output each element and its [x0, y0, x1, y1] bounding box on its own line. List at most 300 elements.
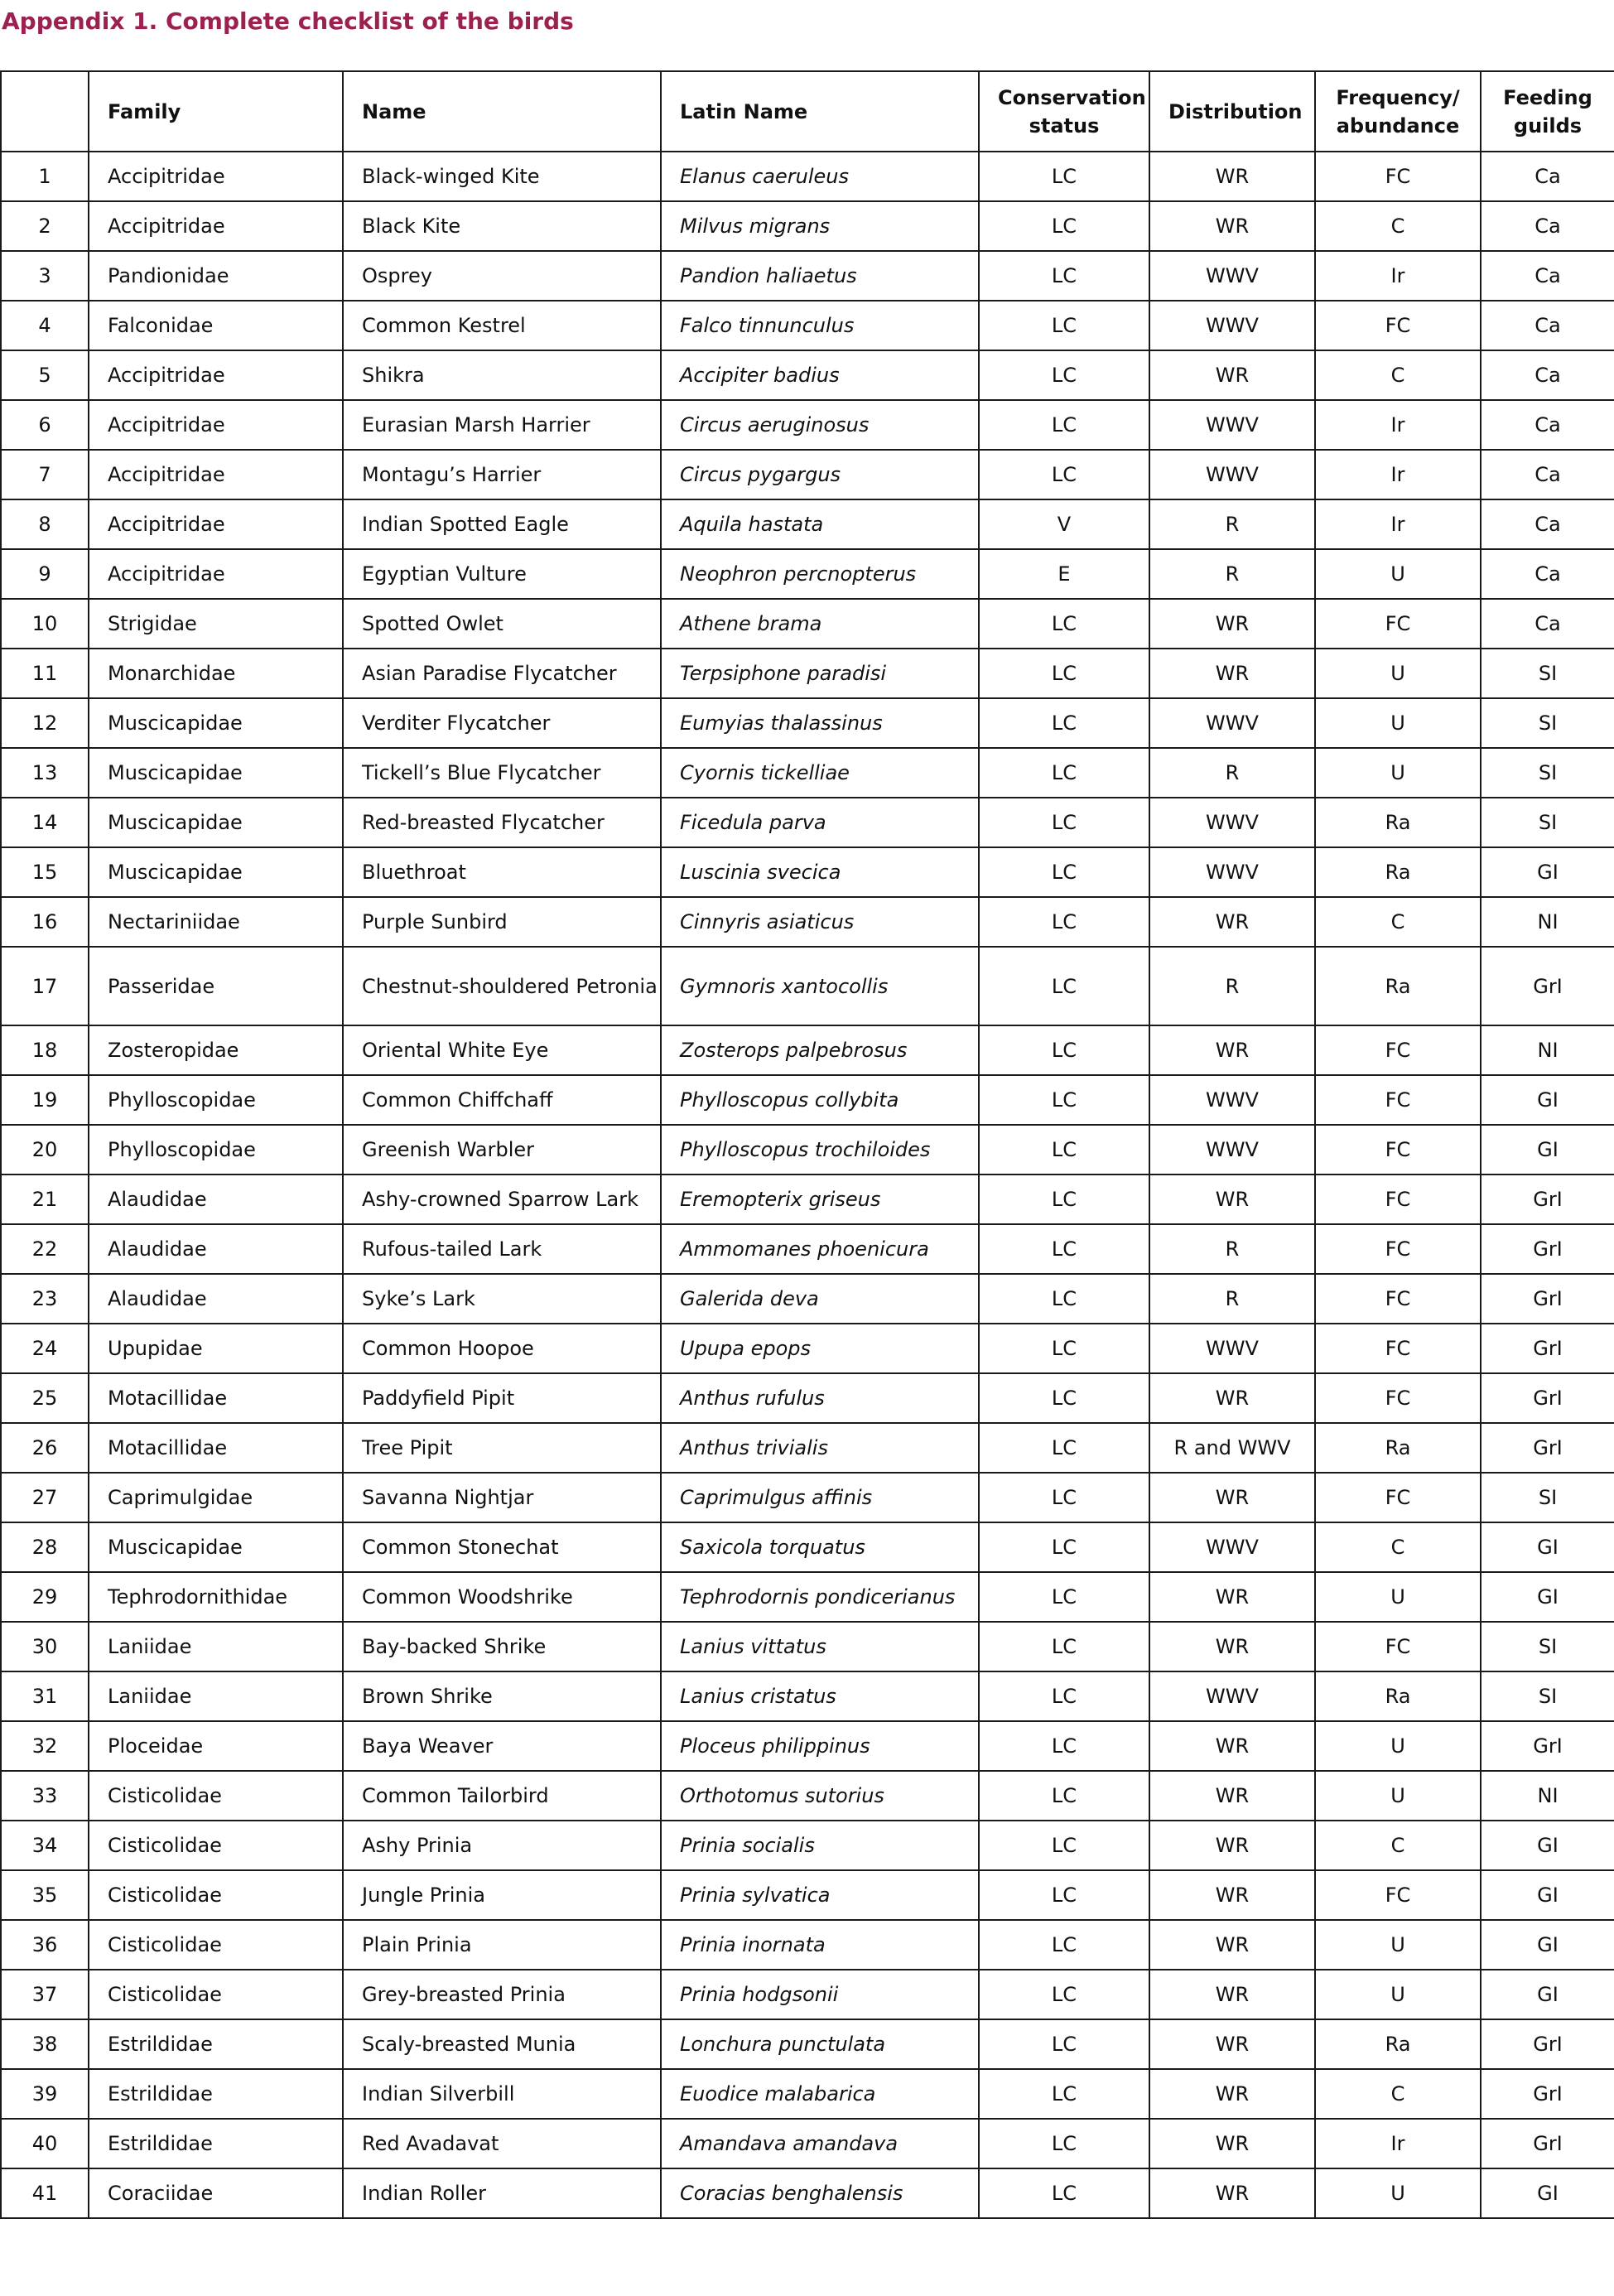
- cell-family: Cisticolidae: [89, 1870, 343, 1920]
- cell-distribution: WWV: [1149, 1671, 1315, 1721]
- cell-conservation-status: LC: [979, 201, 1149, 251]
- cell-frequency: FC: [1315, 1473, 1481, 1522]
- cell-feeding-guild: GI: [1481, 1522, 1614, 1572]
- cell-number: 12: [1, 698, 89, 748]
- cell-number: 24: [1, 1324, 89, 1373]
- cell-number: 7: [1, 450, 89, 499]
- table-row: [1, 698, 1614, 748]
- cell-conservation-status: LC: [979, 1870, 1149, 1920]
- cell-latin-name: Circus pygargus: [661, 450, 979, 499]
- table-row: [1, 748, 1614, 798]
- cell-family: Pandionidae: [89, 251, 343, 301]
- cell-frequency: U: [1315, 649, 1481, 698]
- cell-common-name: Syke’s Lark: [343, 1274, 661, 1324]
- cell-conservation-status: LC: [979, 649, 1149, 698]
- cell-family: Muscicapidae: [89, 748, 343, 798]
- cell-latin-name: Zosterops palpebrosus: [661, 1025, 979, 1075]
- cell-feeding-guild: SI: [1481, 1473, 1614, 1522]
- cell-distribution: WR: [1149, 2119, 1315, 2168]
- cell-frequency: FC: [1315, 152, 1481, 201]
- cell-latin-name: Luscinia svecica: [661, 847, 979, 897]
- cell-common-name: Oriental White Eye: [343, 1025, 661, 1075]
- cell-family: Accipitridae: [89, 499, 343, 549]
- cell-distribution: WR: [1149, 201, 1315, 251]
- table-row: [1, 400, 1614, 450]
- cell-conservation-status: LC: [979, 1572, 1149, 1622]
- cell-conservation-status: E: [979, 549, 1149, 599]
- cell-conservation-status: LC: [979, 1274, 1149, 1324]
- cell-common-name: Jungle Prinia: [343, 1870, 661, 1920]
- cell-family: Phylloscopidae: [89, 1125, 343, 1175]
- cell-common-name: Indian Roller: [343, 2168, 661, 2218]
- cell-distribution: WR: [1149, 1771, 1315, 1821]
- table-row: [1, 1274, 1614, 1324]
- cell-conservation-status: LC: [979, 1324, 1149, 1373]
- cell-distribution: WR: [1149, 1721, 1315, 1771]
- table-row: [1, 1671, 1614, 1721]
- table-row: [1, 301, 1614, 350]
- cell-frequency: FC: [1315, 599, 1481, 649]
- cell-number: 33: [1, 1771, 89, 1821]
- cell-latin-name: Lanius vittatus: [661, 1622, 979, 1671]
- cell-feeding-guild: Ca: [1481, 499, 1614, 549]
- cell-latin-name: Elanus caeruleus: [661, 152, 979, 201]
- cell-distribution: WR: [1149, 1025, 1315, 1075]
- cell-feeding-guild: GrI: [1481, 2069, 1614, 2119]
- cell-distribution: WR: [1149, 1821, 1315, 1870]
- cell-feeding-guild: Ca: [1481, 549, 1614, 599]
- cell-common-name: Bluethroat: [343, 847, 661, 897]
- cell-common-name: Purple Sunbird: [343, 897, 661, 947]
- cell-latin-name: Cinnyris asiaticus: [661, 897, 979, 947]
- table-row: [1, 1920, 1614, 1970]
- cell-feeding-guild: SI: [1481, 798, 1614, 847]
- cell-number: 11: [1, 649, 89, 698]
- table-row: [1, 2119, 1614, 2168]
- cell-distribution: R: [1149, 499, 1315, 549]
- cell-feeding-guild: GrI: [1481, 2019, 1614, 2069]
- header-latin-name: Latin Name: [661, 71, 979, 152]
- table-row: [1, 1970, 1614, 2019]
- cell-family: Accipitridae: [89, 400, 343, 450]
- cell-common-name: Common Chiffchaff: [343, 1075, 661, 1125]
- cell-frequency: FC: [1315, 301, 1481, 350]
- cell-latin-name: Ficedula parva: [661, 798, 979, 847]
- cell-distribution: WR: [1149, 1572, 1315, 1622]
- cell-distribution: WR: [1149, 897, 1315, 947]
- cell-family: Cisticolidae: [89, 1920, 343, 1970]
- cell-common-name: Plain Prinia: [343, 1920, 661, 1970]
- cell-distribution: WWV: [1149, 1522, 1315, 1572]
- cell-conservation-status: LC: [979, 1473, 1149, 1522]
- table-row: [1, 1870, 1614, 1920]
- cell-number: 10: [1, 599, 89, 649]
- cell-feeding-guild: GrI: [1481, 1423, 1614, 1473]
- cell-latin-name: Eremopterix griseus: [661, 1175, 979, 1224]
- cell-feeding-guild: GrI: [1481, 1373, 1614, 1423]
- cell-family: Passeridae: [89, 947, 343, 1025]
- cell-family: Accipitridae: [89, 152, 343, 201]
- cell-number: 26: [1, 1423, 89, 1473]
- table-row: [1, 847, 1614, 897]
- cell-feeding-guild: GI: [1481, 1572, 1614, 1622]
- cell-number: 22: [1, 1224, 89, 1274]
- cell-latin-name: Saxicola torquatus: [661, 1522, 979, 1572]
- cell-common-name: Tickell’s Blue Flycatcher: [343, 748, 661, 798]
- cell-frequency: C: [1315, 1821, 1481, 1870]
- cell-frequency: U: [1315, 1970, 1481, 2019]
- cell-latin-name: Ploceus philippinus: [661, 1721, 979, 1771]
- cell-frequency: FC: [1315, 1324, 1481, 1373]
- cell-latin-name: Euodice malabarica: [661, 2069, 979, 2119]
- cell-common-name: Common Tailorbird: [343, 1771, 661, 1821]
- cell-frequency: Ra: [1315, 847, 1481, 897]
- table-row: [1, 1473, 1614, 1522]
- cell-conservation-status: LC: [979, 1970, 1149, 2019]
- cell-family: Muscicapidae: [89, 698, 343, 748]
- cell-latin-name: Accipiter badius: [661, 350, 979, 400]
- table-row: [1, 1622, 1614, 1671]
- cell-common-name: Greenish Warbler: [343, 1125, 661, 1175]
- cell-common-name: Brown Shrike: [343, 1671, 661, 1721]
- cell-conservation-status: LC: [979, 450, 1149, 499]
- cell-number: 31: [1, 1671, 89, 1721]
- header-feeding-guilds: Feeding guilds: [1481, 71, 1614, 152]
- cell-distribution: R: [1149, 1224, 1315, 1274]
- cell-family: Muscicapidae: [89, 798, 343, 847]
- cell-conservation-status: LC: [979, 1075, 1149, 1125]
- cell-number: 17: [1, 947, 89, 1025]
- cell-common-name: Chestnut-shouldered Petronia: [343, 947, 661, 1025]
- cell-conservation-status: LC: [979, 1671, 1149, 1721]
- table-row: [1, 897, 1614, 947]
- cell-conservation-status: LC: [979, 1224, 1149, 1274]
- cell-number: 21: [1, 1175, 89, 1224]
- cell-common-name: Savanna Nightjar: [343, 1473, 661, 1522]
- cell-feeding-guild: Ca: [1481, 251, 1614, 301]
- cell-number: 1: [1, 152, 89, 201]
- cell-distribution: WR: [1149, 649, 1315, 698]
- cell-distribution: WWV: [1149, 301, 1315, 350]
- cell-distribution: WR: [1149, 1622, 1315, 1671]
- table-row: [1, 798, 1614, 847]
- cell-distribution: WWV: [1149, 1075, 1315, 1125]
- cell-common-name: Tree Pipit: [343, 1423, 661, 1473]
- cell-common-name: Rufous-tailed Lark: [343, 1224, 661, 1274]
- cell-latin-name: Milvus migrans: [661, 201, 979, 251]
- cell-number: 29: [1, 1572, 89, 1622]
- cell-frequency: U: [1315, 1572, 1481, 1622]
- table-row: [1, 201, 1614, 251]
- cell-distribution: WR: [1149, 1473, 1315, 1522]
- header-conservation-status: Conservation status: [979, 71, 1149, 152]
- cell-family: Motacillidae: [89, 1373, 343, 1423]
- cell-common-name: Spotted Owlet: [343, 599, 661, 649]
- cell-family: Motacillidae: [89, 1423, 343, 1473]
- cell-latin-name: Prinia hodgsonii: [661, 1970, 979, 2019]
- cell-family: Accipitridae: [89, 549, 343, 599]
- cell-family: Laniidae: [89, 1671, 343, 1721]
- table-row: [1, 350, 1614, 400]
- cell-latin-name: Circus aeruginosus: [661, 400, 979, 450]
- cell-frequency: U: [1315, 1920, 1481, 1970]
- cell-conservation-status: LC: [979, 1025, 1149, 1075]
- table-row: [1, 499, 1614, 549]
- cell-distribution: WR: [1149, 1970, 1315, 2019]
- cell-feeding-guild: GI: [1481, 1920, 1614, 1970]
- cell-number: 14: [1, 798, 89, 847]
- cell-latin-name: Prinia sylvatica: [661, 1870, 979, 1920]
- cell-conservation-status: LC: [979, 1373, 1149, 1423]
- table-row: [1, 649, 1614, 698]
- cell-common-name: Asian Paradise Flycatcher: [343, 649, 661, 698]
- cell-conservation-status: LC: [979, 152, 1149, 201]
- table-row: [1, 549, 1614, 599]
- table-row: [1, 1175, 1614, 1224]
- cell-frequency: U: [1315, 698, 1481, 748]
- cell-distribution: WWV: [1149, 251, 1315, 301]
- table-row: [1, 1721, 1614, 1771]
- cell-conservation-status: LC: [979, 2019, 1149, 2069]
- cell-distribution: WR: [1149, 1175, 1315, 1224]
- cell-number: 25: [1, 1373, 89, 1423]
- cell-feeding-guild: Ca: [1481, 201, 1614, 251]
- cell-conservation-status: LC: [979, 1771, 1149, 1821]
- cell-common-name: Common Kestrel: [343, 301, 661, 350]
- cell-frequency: C: [1315, 2069, 1481, 2119]
- bird-checklist-table: [0, 70, 1614, 2219]
- cell-family: Nectariniidae: [89, 897, 343, 947]
- cell-feeding-guild: GI: [1481, 2168, 1614, 2218]
- cell-distribution: WWV: [1149, 798, 1315, 847]
- cell-conservation-status: LC: [979, 2069, 1149, 2119]
- table-row: [1, 1423, 1614, 1473]
- cell-frequency: U: [1315, 1721, 1481, 1771]
- cell-common-name: Ashy Prinia: [343, 1821, 661, 1870]
- cell-conservation-status: LC: [979, 897, 1149, 947]
- cell-distribution: WWV: [1149, 1125, 1315, 1175]
- cell-family: Accipitridae: [89, 450, 343, 499]
- cell-distribution: WWV: [1149, 1324, 1315, 1373]
- cell-feeding-guild: Ca: [1481, 350, 1614, 400]
- cell-conservation-status: LC: [979, 947, 1149, 1025]
- cell-number: 30: [1, 1622, 89, 1671]
- table-row: [1, 1522, 1614, 1572]
- cell-common-name: Red-breasted Flycatcher: [343, 798, 661, 847]
- cell-distribution: WR: [1149, 152, 1315, 201]
- header-distribution: Distribution: [1149, 71, 1315, 152]
- cell-latin-name: Lonchura punctulata: [661, 2019, 979, 2069]
- cell-family: Upupidae: [89, 1324, 343, 1373]
- cell-feeding-guild: GI: [1481, 847, 1614, 897]
- cell-frequency: Ir: [1315, 251, 1481, 301]
- cell-conservation-status: LC: [979, 1622, 1149, 1671]
- cell-feeding-guild: GrI: [1481, 1324, 1614, 1373]
- cell-feeding-guild: NI: [1481, 1771, 1614, 1821]
- cell-number: 18: [1, 1025, 89, 1075]
- cell-conservation-status: LC: [979, 599, 1149, 649]
- cell-feeding-guild: Ca: [1481, 152, 1614, 201]
- cell-family: Laniidae: [89, 1622, 343, 1671]
- cell-common-name: Paddyfield Pipit: [343, 1373, 661, 1423]
- cell-feeding-guild: SI: [1481, 649, 1614, 698]
- cell-frequency: Ir: [1315, 2119, 1481, 2168]
- cell-feeding-guild: Ca: [1481, 599, 1614, 649]
- cell-number: 5: [1, 350, 89, 400]
- cell-number: 23: [1, 1274, 89, 1324]
- cell-conservation-status: LC: [979, 1125, 1149, 1175]
- cell-number: 34: [1, 1821, 89, 1870]
- cell-conservation-status: LC: [979, 748, 1149, 798]
- cell-feeding-guild: GrI: [1481, 1175, 1614, 1224]
- cell-conservation-status: LC: [979, 1175, 1149, 1224]
- header-family: Family: [89, 71, 343, 152]
- cell-family: Estrildidae: [89, 2019, 343, 2069]
- cell-number: 3: [1, 251, 89, 301]
- cell-number: 19: [1, 1075, 89, 1125]
- cell-number: 32: [1, 1721, 89, 1771]
- cell-family: Zosteropidae: [89, 1025, 343, 1075]
- cell-distribution: R: [1149, 549, 1315, 599]
- table-row: [1, 2168, 1614, 2218]
- table-row: [1, 1025, 1614, 1075]
- cell-common-name: Indian Spotted Eagle: [343, 499, 661, 549]
- table-row: [1, 2019, 1614, 2069]
- cell-number: 4: [1, 301, 89, 350]
- table-row: [1, 152, 1614, 201]
- cell-common-name: Grey-breasted Prinia: [343, 1970, 661, 2019]
- table-row: [1, 2069, 1614, 2119]
- cell-conservation-status: LC: [979, 698, 1149, 748]
- cell-latin-name: Eumyias thalassinus: [661, 698, 979, 748]
- cell-distribution: WWV: [1149, 400, 1315, 450]
- cell-common-name: Black Kite: [343, 201, 661, 251]
- cell-conservation-status: LC: [979, 1423, 1149, 1473]
- cell-feeding-guild: GI: [1481, 1821, 1614, 1870]
- cell-feeding-guild: GI: [1481, 1125, 1614, 1175]
- cell-distribution: WR: [1149, 350, 1315, 400]
- cell-distribution: R: [1149, 1274, 1315, 1324]
- cell-frequency: C: [1315, 1522, 1481, 1572]
- cell-number: 38: [1, 2019, 89, 2069]
- cell-frequency: FC: [1315, 1373, 1481, 1423]
- cell-distribution: WR: [1149, 1870, 1315, 1920]
- header-frequency-abundance: Frequency/ abundance: [1315, 71, 1481, 152]
- cell-family: Accipitridae: [89, 350, 343, 400]
- cell-conservation-status: LC: [979, 301, 1149, 350]
- cell-number: 27: [1, 1473, 89, 1522]
- cell-latin-name: Phylloscopus trochiloides: [661, 1125, 979, 1175]
- table-row: [1, 251, 1614, 301]
- cell-latin-name: Lanius cristatus: [661, 1671, 979, 1721]
- cell-number: 37: [1, 1970, 89, 2019]
- cell-family: Alaudidae: [89, 1175, 343, 1224]
- cell-common-name: Black-winged Kite: [343, 152, 661, 201]
- table-row: [1, 1771, 1614, 1821]
- cell-frequency: Ir: [1315, 450, 1481, 499]
- cell-conservation-status: LC: [979, 350, 1149, 400]
- cell-latin-name: Anthus trivialis: [661, 1423, 979, 1473]
- cell-feeding-guild: Ca: [1481, 301, 1614, 350]
- cell-conservation-status: LC: [979, 400, 1149, 450]
- cell-family: Ploceidae: [89, 1721, 343, 1771]
- cell-common-name: Red Avadavat: [343, 2119, 661, 2168]
- cell-common-name: Verditer Flycatcher: [343, 698, 661, 748]
- cell-conservation-status: LC: [979, 2168, 1149, 2218]
- cell-feeding-guild: SI: [1481, 698, 1614, 748]
- cell-frequency: C: [1315, 897, 1481, 947]
- cell-frequency: FC: [1315, 1224, 1481, 1274]
- cell-common-name: Ashy-crowned Sparrow Lark: [343, 1175, 661, 1224]
- cell-family: Caprimulgidae: [89, 1473, 343, 1522]
- table-row: [1, 1224, 1614, 1274]
- cell-family: Estrildidae: [89, 2069, 343, 2119]
- table-row: [1, 1821, 1614, 1870]
- cell-frequency: FC: [1315, 1075, 1481, 1125]
- cell-latin-name: Falco tinnunculus: [661, 301, 979, 350]
- cell-latin-name: Terpsiphone paradisi: [661, 649, 979, 698]
- table-body: [1, 152, 1614, 2218]
- table-row: [1, 599, 1614, 649]
- cell-feeding-guild: SI: [1481, 748, 1614, 798]
- cell-latin-name: Tephrodornis pondicerianus: [661, 1572, 979, 1622]
- cell-number: 20: [1, 1125, 89, 1175]
- cell-common-name: Shikra: [343, 350, 661, 400]
- cell-feeding-guild: Ca: [1481, 450, 1614, 499]
- cell-family: Accipitridae: [89, 201, 343, 251]
- cell-distribution: R: [1149, 947, 1315, 1025]
- cell-latin-name: Aquila hastata: [661, 499, 979, 549]
- cell-number: 8: [1, 499, 89, 549]
- cell-feeding-guild: NI: [1481, 1025, 1614, 1075]
- cell-frequency: FC: [1315, 1274, 1481, 1324]
- cell-feeding-guild: GrI: [1481, 2119, 1614, 2168]
- cell-feeding-guild: GrI: [1481, 947, 1614, 1025]
- cell-family: Muscicapidae: [89, 847, 343, 897]
- cell-family: Tephrodornithidae: [89, 1572, 343, 1622]
- cell-feeding-guild: NI: [1481, 897, 1614, 947]
- cell-feeding-guild: SI: [1481, 1622, 1614, 1671]
- cell-latin-name: Prinia socialis: [661, 1821, 979, 1870]
- cell-latin-name: Anthus rufulus: [661, 1373, 979, 1423]
- cell-frequency: Ra: [1315, 2019, 1481, 2069]
- table-row: [1, 947, 1614, 1025]
- cell-family: Cisticolidae: [89, 1970, 343, 2019]
- cell-family: Alaudidae: [89, 1224, 343, 1274]
- cell-number: 39: [1, 2069, 89, 2119]
- cell-frequency: FC: [1315, 1175, 1481, 1224]
- cell-latin-name: Neophron percnopterus: [661, 549, 979, 599]
- cell-distribution: WR: [1149, 599, 1315, 649]
- table-row: [1, 1075, 1614, 1125]
- cell-latin-name: Upupa epops: [661, 1324, 979, 1373]
- cell-distribution: WR: [1149, 2069, 1315, 2119]
- cell-distribution: WWV: [1149, 698, 1315, 748]
- cell-latin-name: Ammomanes phoenicura: [661, 1224, 979, 1274]
- table-row: [1, 1373, 1614, 1423]
- cell-conservation-status: LC: [979, 798, 1149, 847]
- cell-common-name: Osprey: [343, 251, 661, 301]
- cell-frequency: Ra: [1315, 947, 1481, 1025]
- cell-family: Strigidae: [89, 599, 343, 649]
- cell-frequency: FC: [1315, 1622, 1481, 1671]
- cell-number: 6: [1, 400, 89, 450]
- cell-conservation-status: LC: [979, 1721, 1149, 1771]
- cell-distribution: R: [1149, 748, 1315, 798]
- cell-common-name: Common Stonechat: [343, 1522, 661, 1572]
- cell-latin-name: Phylloscopus collybita: [661, 1075, 979, 1125]
- cell-family: Cisticolidae: [89, 1821, 343, 1870]
